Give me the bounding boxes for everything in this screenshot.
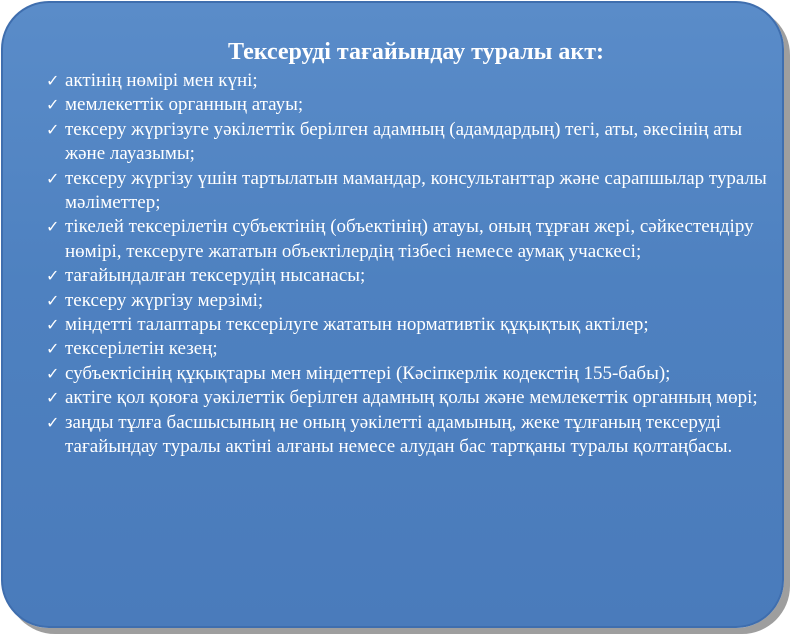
check-mark-icon: ✓ xyxy=(46,315,60,335)
list-item xyxy=(46,167,776,216)
check-mark-icon: ✓ xyxy=(46,71,60,90)
list-item-text: тексеру жүргізу мерзімі; xyxy=(65,289,264,311)
list-item xyxy=(46,69,776,93)
list-item-text: субъектісінің құқықтары мен міндеттері (Кәсіпкерлік кодекстің 155-бабы); xyxy=(65,362,671,384)
list-item xyxy=(46,313,776,337)
list-item-text: мемлекеттік органның атауы; xyxy=(65,94,304,116)
list-item-text: тексеру жүргізуге уәкілеттік берілген адамның (адамдардың) тегі, аты, әкесінің аты және лауазымы; xyxy=(65,118,743,165)
check-mark-icon: ✓ xyxy=(46,119,60,139)
list-item-text: тексерілетін кезең; xyxy=(65,338,218,360)
list-item-text: тексеру жүргізу үшін тартылатын мамандар, консультанттар және сарапшылар туралы мәліметтер; xyxy=(65,167,767,214)
list-item xyxy=(46,264,776,288)
check-mark-icon: ✓ xyxy=(46,217,60,237)
list-item xyxy=(46,386,776,410)
list-item xyxy=(46,118,776,167)
check-mark-icon: ✓ xyxy=(46,266,60,286)
list-item-text: міндетті талаптары тексерілуге жататын нормативтік құқықтық актілер; xyxy=(65,314,649,336)
check-mark-icon: ✓ xyxy=(46,290,60,310)
list-item-text: актіге қол қоюға уәкілеттік берілген адамның қолы және мемлекеттік органның мөрі; xyxy=(65,387,758,409)
check-mark-icon: ✓ xyxy=(46,412,60,432)
check-mark-icon: ✓ xyxy=(46,168,60,188)
check-mark-icon: ✓ xyxy=(46,339,60,359)
list-item xyxy=(46,215,776,264)
list-item xyxy=(46,362,776,386)
list-item xyxy=(46,289,776,313)
list-item xyxy=(46,93,776,117)
list-item xyxy=(46,337,776,361)
slide-card xyxy=(1,1,784,628)
check-mark-icon: ✓ xyxy=(46,363,60,383)
list-item-text: заңды тұлға басшысының не оның уәкілетті адамының, жеке тұлғаның тексеруді тағайындау туралы актіні алғаны немесе алудан бас тартқаны туралы қолтаңбасы. xyxy=(65,411,733,458)
check-mark-icon: ✓ xyxy=(46,95,60,115)
page-title: Тексеруді тағайындау туралы акт: xyxy=(227,39,605,65)
check-mark-icon: ✓ xyxy=(46,388,60,408)
requirements-list xyxy=(46,69,776,460)
list-item xyxy=(46,411,776,460)
list-item-text: тікелей тексерілетін субъектінің (объектінің) атауы, оның тұрған жері, сәйкестендіру нөмірі, тексеруге жататын объектілердің тізбесі немесе аумақ учаскесі; xyxy=(65,216,754,262)
content-area xyxy=(46,37,776,460)
list-item-text: тағайындалған тексерудің нысанасы; xyxy=(65,265,366,287)
list-item-text: актінің нөмірі мен күні; xyxy=(65,70,258,91)
